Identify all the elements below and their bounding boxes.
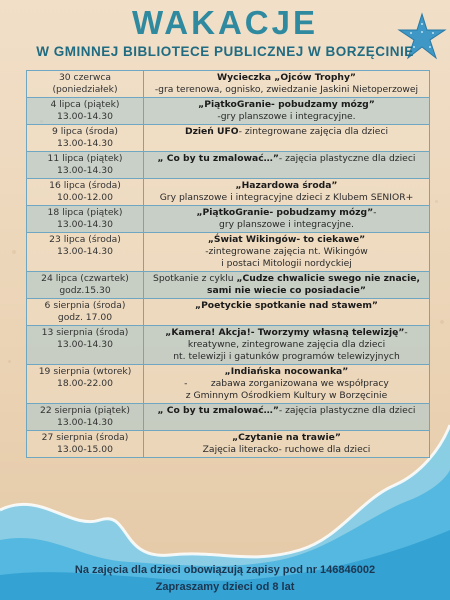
event-time: godz.15.30 bbox=[59, 285, 111, 296]
schedule-table bbox=[26, 70, 430, 458]
event-date: 9 lipca (środa) bbox=[52, 126, 118, 137]
event-description: -gry planszowe i integracyjne. bbox=[217, 111, 356, 122]
event-date: 4 lipca (piątek) bbox=[50, 99, 120, 110]
event-time: godz. 17.00 bbox=[57, 312, 113, 323]
schedule-row bbox=[27, 152, 430, 179]
schedule-date-cell bbox=[27, 179, 144, 206]
event-description: - kreatywne, zintegrowane zajęcia dla dzieci nt. telewizji i gatunków programów telewizyjnych bbox=[173, 327, 408, 362]
event-time: 18.00-22.00 bbox=[57, 378, 113, 389]
event-title: „Hazardowa środa” bbox=[235, 180, 338, 191]
schedule-row bbox=[27, 206, 430, 233]
schedule-description-cell bbox=[144, 152, 430, 179]
event-date: 19 sierpnia (wtorek) bbox=[38, 366, 132, 377]
schedule-row bbox=[27, 98, 430, 125]
event-date: 23 lipca (środa) bbox=[49, 234, 121, 245]
event-description: Spotkanie z cyklu bbox=[153, 273, 237, 284]
event-title: „Poetyckie spotkanie nad stawem” bbox=[195, 300, 378, 311]
event-description: - zabawa zorganizowana we współpracy z Gminnym Ośrodkiem Kultury w Borzęcinie bbox=[184, 378, 389, 401]
event-description: -gra terenowa, ognisko, zwiedzanie Jaskini Nietoperzowej bbox=[154, 84, 419, 95]
schedule-row bbox=[27, 233, 430, 272]
schedule-date-cell bbox=[27, 125, 144, 152]
event-title: „PiątkoGranie- pobudzamy mózg” bbox=[196, 207, 374, 218]
schedule-date-cell bbox=[27, 365, 144, 404]
schedule-row bbox=[27, 431, 430, 458]
event-time: 13.00-14.30 bbox=[57, 339, 113, 350]
footer-age-note: Zapraszamy dzieci od 8 lat bbox=[155, 581, 295, 593]
schedule-row bbox=[27, 326, 430, 365]
schedule-row bbox=[27, 365, 430, 404]
event-time: 13.00-14.30 bbox=[57, 111, 113, 122]
schedule-date-cell bbox=[27, 206, 144, 233]
page-title: WAKACJE bbox=[131, 4, 319, 41]
event-title: „PiątkoGranie- pobudzamy mózg” bbox=[198, 99, 375, 110]
schedule-description-cell bbox=[144, 272, 430, 299]
event-title: „Cudze chwalicie swego nie znacie, sami nie wiecie co posiadacie” bbox=[207, 273, 424, 296]
schedule-row bbox=[27, 299, 430, 326]
sand-texture bbox=[435, 200, 438, 203]
event-title: „ Co by tu zmalować…” bbox=[157, 153, 279, 164]
event-time: 13.00-14.30 bbox=[57, 246, 113, 257]
event-title: Wycieczka „Ojców Trophy” bbox=[217, 72, 356, 83]
footer-registration-note: Na zajęcia dla dzieci obowiązują zapisy pod nr 146846002 bbox=[74, 564, 376, 576]
sand-texture bbox=[440, 320, 444, 324]
event-title: „Czytanie na trawie” bbox=[232, 432, 341, 443]
schedule-date-cell bbox=[27, 404, 144, 431]
schedule-date-cell bbox=[27, 233, 144, 272]
event-time: 10.00-12.00 bbox=[57, 192, 113, 203]
event-date: 16 lipca (środa) bbox=[49, 180, 121, 191]
schedule-row bbox=[27, 404, 430, 431]
schedule-row bbox=[27, 71, 430, 98]
schedule-description-cell bbox=[144, 233, 430, 272]
schedule-description-cell bbox=[144, 71, 430, 98]
event-date: 24 lipca (czwartek) bbox=[41, 273, 129, 284]
event-date: 30 czerwca bbox=[58, 72, 112, 83]
schedule-description-cell bbox=[144, 365, 430, 404]
event-date: 6 sierpnia (środa) bbox=[44, 300, 126, 311]
schedule-row bbox=[27, 272, 430, 299]
event-date: 11 lipca (piątek) bbox=[47, 153, 123, 164]
schedule-date-cell bbox=[27, 152, 144, 179]
event-description: - zajęcia plastyczne dla dzieci bbox=[278, 153, 416, 164]
event-date: 27 sierpnia (środa) bbox=[41, 432, 129, 443]
page-subtitle: W GMINNEJ BIBLIOTECE PUBLICZNEJ W BORZĘCINIE bbox=[36, 44, 414, 59]
schedule-description-cell bbox=[144, 206, 430, 233]
schedule-description-cell bbox=[144, 326, 430, 365]
schedule-description-cell bbox=[144, 404, 430, 431]
schedule-row bbox=[27, 125, 430, 152]
event-title: Dzień UFO bbox=[184, 126, 239, 137]
event-description: Zajęcia literacko- ruchowe dla dzieci bbox=[202, 444, 371, 455]
schedule-date-cell bbox=[27, 98, 144, 125]
schedule-description-cell bbox=[144, 179, 430, 206]
event-time: 13.00-14.30 bbox=[57, 219, 113, 230]
event-time: (poniedziałek) bbox=[52, 84, 118, 95]
schedule-description-cell bbox=[144, 431, 430, 458]
sand-texture bbox=[12, 250, 16, 254]
schedule-description-cell bbox=[144, 98, 430, 125]
schedule-date-cell bbox=[27, 272, 144, 299]
schedule-date-cell bbox=[27, 326, 144, 365]
event-time: 13.00-14.30 bbox=[57, 165, 113, 176]
event-description: Gry planszowe i integracyjne dzieci z Klubem SENIOR+ bbox=[159, 192, 414, 203]
event-title: „ Co by tu zmalować…” bbox=[157, 405, 279, 416]
event-description: -zintegrowane zajęcia nt. Wikingów i postaci Mitologii nordyckiej bbox=[205, 246, 368, 269]
event-time: 13.00-15.00 bbox=[57, 444, 113, 455]
event-date: 18 lipca (piątek) bbox=[47, 207, 123, 218]
schedule-description-cell bbox=[144, 299, 430, 326]
event-time: 13.00-14.30 bbox=[57, 138, 113, 149]
event-description: - zintegrowane zajęcia dla dzieci bbox=[238, 126, 389, 137]
event-title: „Kamera! Akcja!- Tworzymy własną telewizję” bbox=[165, 327, 405, 338]
event-date: 22 sierpnia (piątek) bbox=[40, 405, 130, 416]
schedule-description-cell bbox=[144, 125, 430, 152]
event-time: 13.00-14.30 bbox=[57, 417, 113, 428]
schedule-body bbox=[27, 71, 430, 458]
schedule-date-cell bbox=[27, 431, 144, 458]
schedule-date-cell bbox=[27, 299, 144, 326]
schedule-row bbox=[27, 179, 430, 206]
event-description: - gry planszowe i integracyjne. bbox=[219, 207, 377, 230]
sand-texture bbox=[8, 360, 11, 363]
event-description: - zajęcia plastyczne dla dzieci bbox=[278, 405, 416, 416]
event-title: „Świat Wikingów- to ciekawe” bbox=[207, 234, 366, 245]
event-title: „Indiańska nocowanka” bbox=[224, 366, 349, 377]
event-date: 13 sierpnia (środa) bbox=[41, 327, 129, 338]
schedule-date-cell bbox=[27, 71, 144, 98]
